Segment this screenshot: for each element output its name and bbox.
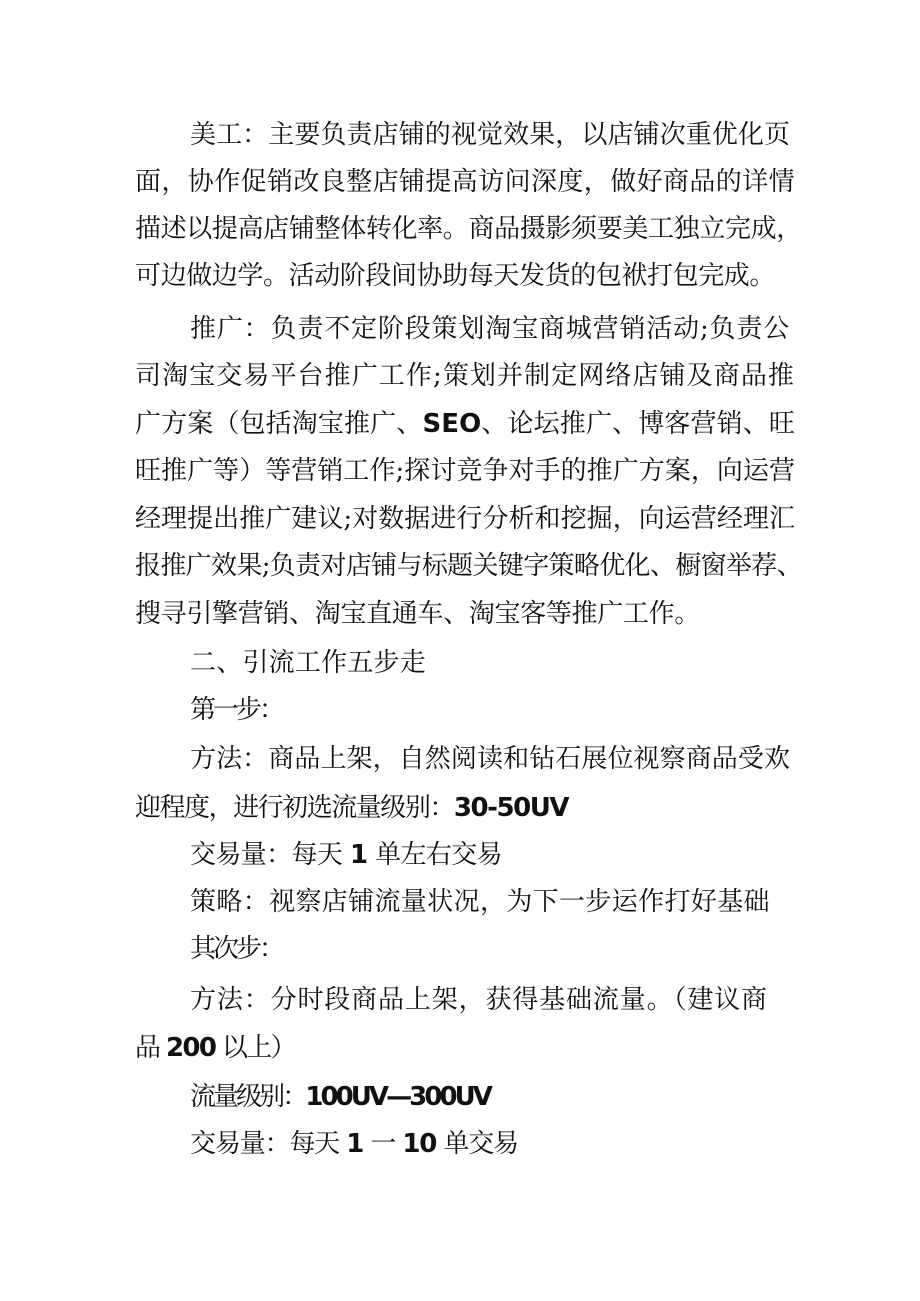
step-heading (190, 931, 282, 967)
text-run: 报推广效果;负责对店铺与标题关键字策略优化、橱窗举荐、 (135, 551, 802, 581)
text-run: 迎程度，进行初选流量级别： (135, 793, 454, 823)
paragraph-line (135, 406, 795, 442)
text-run: 品 (135, 1033, 166, 1063)
step-heading (190, 692, 282, 728)
text-run: 经理提出推广建议;对数据进行分析和挖掘，向运营经理汇 (135, 504, 796, 534)
text-run: 单交易 (436, 1129, 518, 1159)
text-run: 二、引流工作五步走 (190, 648, 426, 678)
paragraph-line (190, 884, 770, 920)
text-run: 方法：商品上架，自然阅读和钻石展位视察商品受欢 (190, 744, 791, 774)
paragraph-line (135, 211, 802, 247)
bold-text-run: 200 (165, 1033, 216, 1063)
text-run: 描述以提高店铺整体转化率。商品摄影须要美工独立完成， (135, 214, 802, 244)
text-run: 推广：负责不定阶段策划淘宝商城营销活动;负责公 (190, 314, 791, 344)
bold-text-run: 1 (346, 1129, 364, 1159)
text-run: 其次步： (190, 934, 283, 964)
paragraph-line (135, 1030, 295, 1066)
text-run: 方法：分时段商品上架，获得基础流量。（建议商 (190, 985, 768, 1015)
text-run: 单左右交易 (367, 840, 502, 870)
text-run: 、论坛推广、博客营销、旺 (481, 409, 795, 439)
paragraph-line (135, 501, 795, 537)
text-run: 可边做边学。活动阶段间协助每天发货的包袱打包完成。 (135, 261, 776, 291)
bold-text-run: 100UV—300UV (305, 1082, 490, 1112)
text-run: 旺推广等）等营销工作;探讨竞争对手的推广方案，向运营 (135, 456, 796, 486)
text-run: 司淘宝交易平台推广工作;策划并制定网络店铺及商品推 (135, 361, 796, 391)
bold-text-run: SEO (422, 409, 482, 439)
text-run: 美工：主要负责店铺的视觉效果，以店铺次重优化页 (190, 120, 791, 150)
paragraph-line (190, 311, 790, 347)
paragraph-line (135, 596, 700, 632)
paragraph-line (135, 358, 795, 394)
bold-text-run: 10 (402, 1129, 437, 1159)
text-run: 搜寻引擎营销、淘宝直通车、淘宝客等推广工作。 (135, 599, 700, 629)
text-run: 以上） (215, 1033, 295, 1063)
text-run: 交易量：每天 (190, 1129, 347, 1159)
paragraph-line (135, 790, 568, 826)
bold-text-run: 1 (349, 840, 368, 870)
text-run: 交易量：每天 (190, 840, 350, 870)
paragraph-line (190, 117, 790, 153)
paragraph-line (135, 164, 795, 200)
paragraph-line (190, 741, 790, 777)
paragraph-line (190, 1126, 518, 1162)
paragraph-line (135, 258, 775, 294)
text-run: 第一步： (190, 695, 283, 725)
text-run: 策略：视察店铺流量状况，为下一步运作打好基础 (190, 887, 770, 917)
paragraph-line (190, 1079, 490, 1115)
paragraph-line (190, 982, 768, 1018)
text-run: 面，协作促销改良整店铺提高访问深度，做好商品的详情 (135, 167, 796, 197)
paragraph-line (135, 548, 802, 584)
section-heading (190, 645, 426, 681)
paragraph-line (135, 453, 795, 489)
text-run: 一 (363, 1129, 403, 1159)
text-run: 流量级别： (190, 1082, 306, 1112)
bold-text-run: 30-50UV (453, 793, 568, 823)
text-run: 广方案（包括淘宝推广、 (135, 409, 423, 439)
paragraph-line (190, 837, 502, 873)
